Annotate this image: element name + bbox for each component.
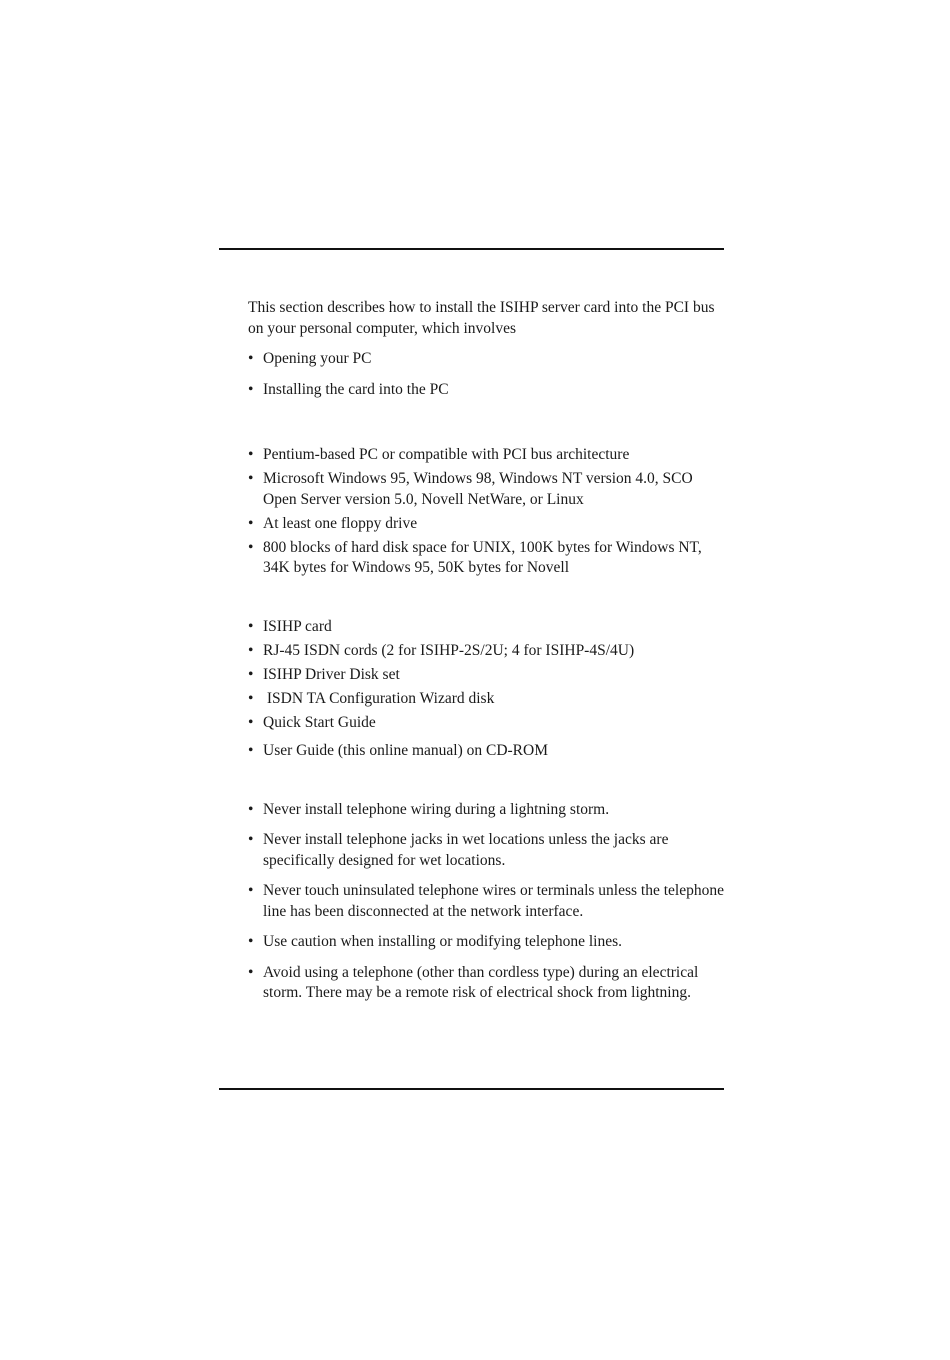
- bullet-icon: •: [248, 882, 254, 899]
- bullet-icon: •: [248, 470, 254, 487]
- bullet-icon: •: [248, 742, 254, 759]
- list-item: • Microsoft Windows 95, Windows 98, Windows NT version 4.0, SCO Open Server version 5.0, Novell NetWare, or Linux: [248, 470, 693, 508]
- bullet-icon: •: [248, 446, 254, 463]
- list-item: • Never install telephone jacks in wet locations unless the jacks are specifically designed for wet locations.: [248, 831, 669, 869]
- list-item: • Pentium-based PC or compatible with PCI bus architecture: [248, 445, 728, 466]
- package-contents-list: [248, 617, 728, 762]
- safety-list: [248, 800, 728, 1004]
- bullet-icon: •: [248, 617, 254, 635]
- top-divider: [219, 248, 724, 250]
- bullet-icon: •: [248, 641, 254, 659]
- requirements-list: [248, 445, 728, 579]
- page-content: [248, 298, 728, 1004]
- list-item: • ISDN TA Configuration Wizard disk: [248, 689, 728, 710]
- bullet-icon: •: [248, 689, 254, 707]
- install-steps-list: [248, 349, 728, 400]
- list-item: • RJ-45 ISDN cords (2 for ISIHP-2S/2U; 4 for ISIHP-4S/4U): [248, 641, 728, 662]
- list-item: • Opening your PC: [248, 349, 728, 370]
- bullet-icon: •: [248, 665, 254, 683]
- list-item: • Avoid using a telephone (other than cordless type) during an electrical storm. There may be a remote risk of electrical shock from lightning.: [248, 963, 699, 1001]
- bullet-icon: •: [248, 538, 254, 556]
- list-item: • Quick Start Guide: [248, 713, 728, 734]
- bullet-icon: •: [248, 933, 254, 950]
- list-item: • ISIHP Driver Disk set: [248, 665, 728, 686]
- list-item: • Use caution when installing or modifying telephone lines.: [248, 932, 728, 953]
- bullet-icon: •: [248, 831, 254, 848]
- list-item: • User Guide (this online manual) on CD-ROM: [248, 741, 728, 762]
- list-item: • ISIHP card: [248, 617, 728, 638]
- list-item: • Installing the card into the PC: [248, 380, 728, 401]
- intro-paragraph: This section describes how to install the ISIHP server card into the PCI bus on your personal computer, which involves: [248, 299, 715, 337]
- list-item: • Never touch uninsulated telephone wires or terminals unless the telephone line has been disconnected at the network interface.: [248, 882, 724, 920]
- bottom-divider: [219, 1088, 724, 1090]
- list-item: • Never install telephone wiring during a lightning storm.: [248, 800, 728, 821]
- list-item: • 800 blocks of hard disk space for UNIX, 100K bytes for Windows NT, 34K bytes for Windows 95, 50K bytes for Novell: [248, 538, 702, 576]
- bullet-icon: •: [248, 350, 254, 367]
- bullet-icon: •: [248, 713, 254, 731]
- bullet-icon: •: [248, 963, 254, 981]
- bullet-icon: •: [248, 800, 254, 818]
- list-item: • At least one floppy drive: [248, 514, 728, 535]
- bullet-icon: •: [248, 380, 254, 398]
- bullet-icon: •: [248, 514, 254, 532]
